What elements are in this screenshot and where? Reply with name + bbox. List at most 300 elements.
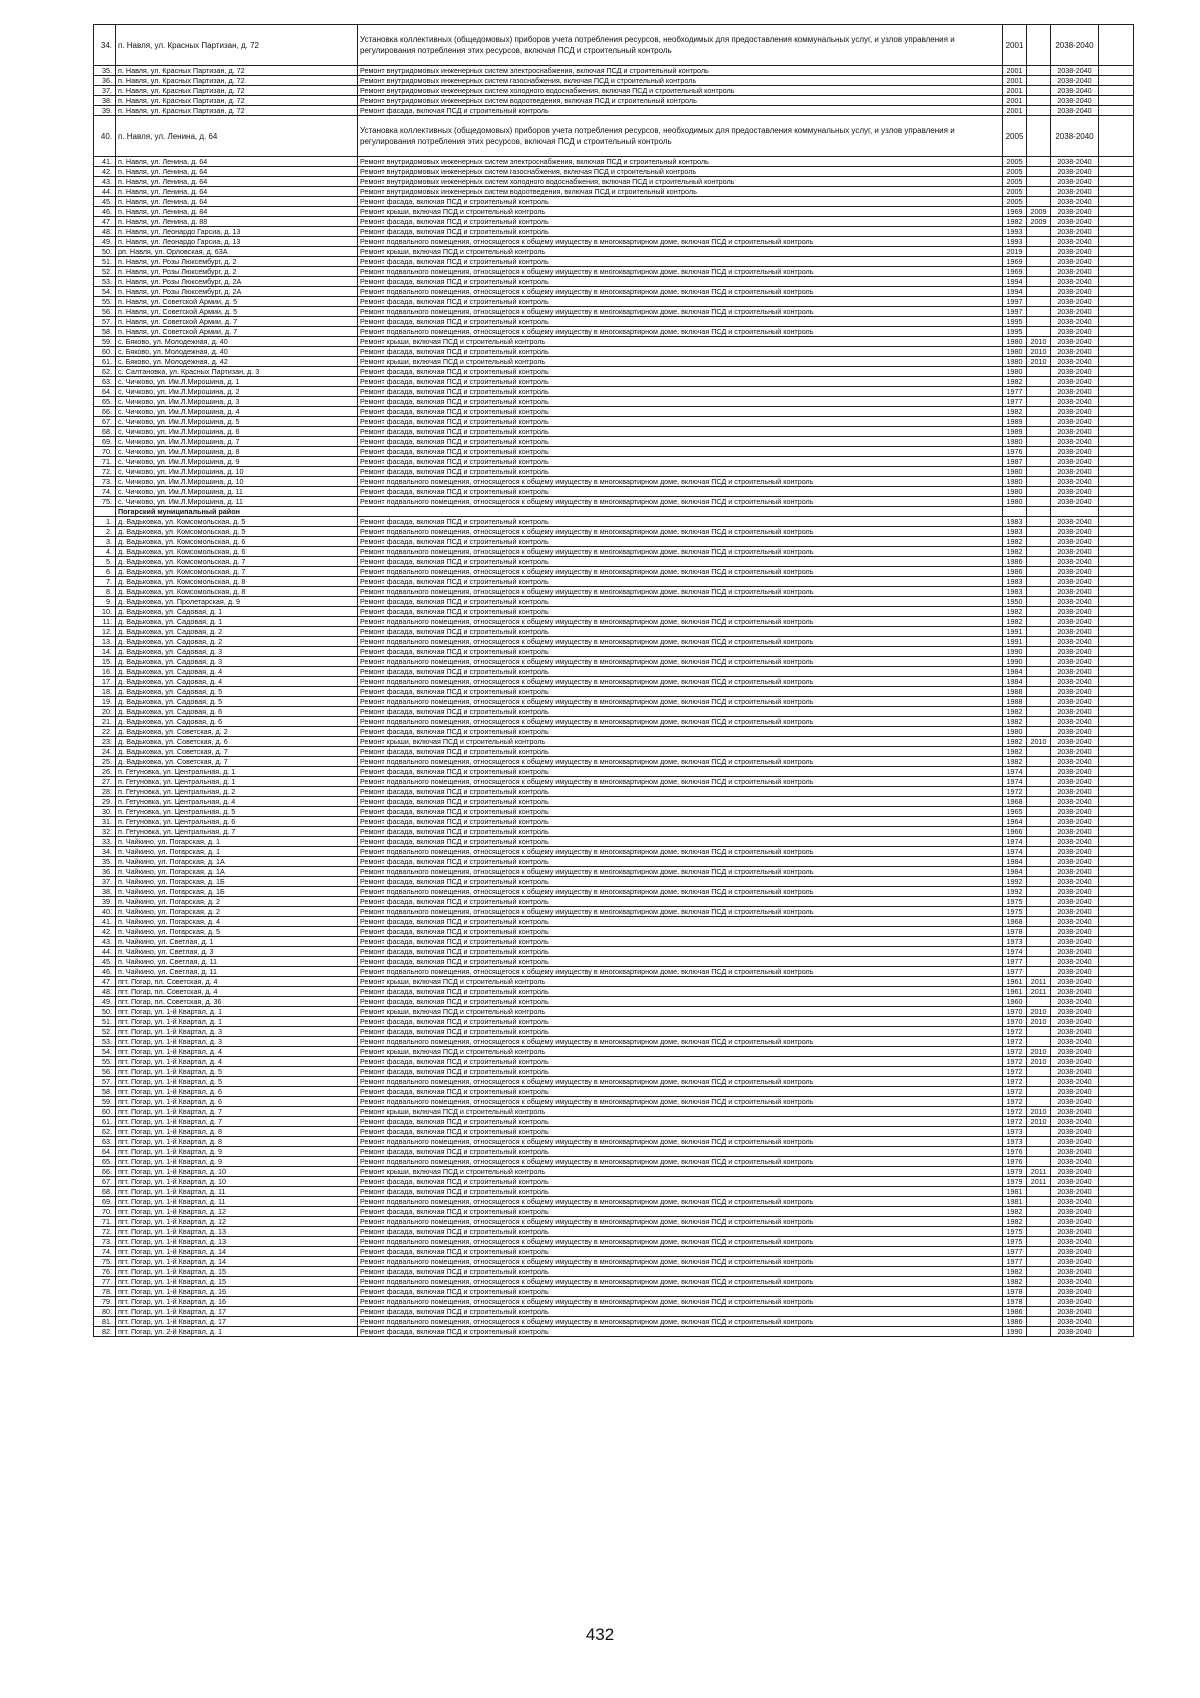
row-last-repair-year: 2010 (1027, 357, 1051, 367)
row-last-repair-year (1027, 25, 1051, 66)
row-address: пгт. Погар, ул. 1-й Квартал, д. 7 (116, 1107, 358, 1117)
row-build-year: 1982 (1003, 1207, 1027, 1217)
row-address: с. Чичково, ул. Им.Л.Мирошина, д. 10 (116, 467, 358, 477)
row-planned-period: 2038-2040 (1051, 557, 1099, 567)
row-number: 50. (94, 247, 116, 257)
row-address: д. Вадьковка, ул. Комсомольская, д. 7 (116, 557, 358, 567)
row-empty-cell (1099, 787, 1134, 797)
row-empty-cell (1099, 1217, 1134, 1227)
row-empty-cell (1099, 25, 1134, 66)
row-last-repair-year (1027, 1237, 1051, 1247)
row-address: п. Чайкино, ул. Погарская, д. 1Б (116, 887, 358, 897)
row-empty-cell (1099, 1107, 1134, 1117)
row-address: пгт. Погар, ул. 1-й Квартал, д. 5 (116, 1067, 358, 1077)
row-empty-cell (1099, 297, 1134, 307)
row-address: п. Навля, ул. Ленина, д. 64 (116, 116, 358, 157)
row-build-year: 1982 (1003, 617, 1027, 627)
row-build-year: 1972 (1003, 1107, 1027, 1117)
row-planned-period: 2038-2040 (1051, 967, 1099, 977)
row-last-repair-year (1027, 587, 1051, 597)
row-work-type: Ремонт фасада, включая ПСД и строительный контроль (358, 537, 1003, 547)
row-address: п. Навля, ул. Советской Армии, д. 7 (116, 317, 358, 327)
row-last-repair-year (1027, 517, 1051, 527)
row-empty-cell (1099, 487, 1134, 497)
row-work-type: Ремонт фасада, включая ПСД и строительный контроль (358, 387, 1003, 397)
row-planned-period: 2038-2040 (1051, 1157, 1099, 1167)
row-build-year: 1984 (1003, 677, 1027, 687)
row-address: д. Вадьковка, ул. Садовая, д. 2 (116, 627, 358, 637)
row-last-repair-year: 2011 (1027, 977, 1051, 987)
row-build-year: 1980 (1003, 477, 1027, 487)
row-address: п. Навля, ул. Розы Люксембург, д. 2 (116, 257, 358, 267)
row-address: п. Чайкино, ул. Погарская, д. 1 (116, 847, 358, 857)
row-planned-period: 2038-2040 (1051, 877, 1099, 887)
table-row (94, 207, 1134, 217)
row-address: д. Вадьковка, ул. Садовая, д. 5 (116, 697, 358, 707)
table-row (94, 1047, 1134, 1057)
row-work-type: Ремонт фасада, включая ПСД и строительный контроль (358, 1327, 1003, 1337)
table-row (94, 1247, 1134, 1257)
row-work-type: Ремонт подвального помещения, относящегося к общему имуществу в многоквартирном доме, включая ПСД и строительный контроль (358, 267, 1003, 277)
row-build-year: 1974 (1003, 777, 1027, 787)
table-row (94, 997, 1134, 1007)
row-address: п. Чайкино, ул. Светлая, д. 1 (116, 937, 358, 947)
row-planned-period: 2038-2040 (1051, 387, 1099, 397)
row-address: п. Навля, ул. Ленина, д. 64 (116, 197, 358, 207)
row-number: 25. (94, 757, 116, 767)
row-work-type: Ремонт фасада, включая ПСД и строительный контроль (358, 647, 1003, 657)
row-work-type: Ремонт крыши, включая ПСД и строительный контроль (358, 1167, 1003, 1177)
row-planned-period: 2038-2040 (1051, 917, 1099, 927)
row-empty-cell (1099, 717, 1134, 727)
row-work-type: Ремонт фасада, включая ПСД и строительный контроль (358, 1307, 1003, 1317)
row-build-year: 1995 (1003, 317, 1027, 327)
row-build-year: 1989 (1003, 417, 1027, 427)
row-number: 48. (94, 987, 116, 997)
row-build-year: 1974 (1003, 837, 1027, 847)
row-build-year: 1979 (1003, 1177, 1027, 1187)
row-build-year: 1965 (1003, 807, 1027, 817)
row-last-repair-year (1027, 1137, 1051, 1147)
row-number: 52. (94, 267, 116, 277)
row-work-type: Установка коллективных (общедомовых) приборов учета потребления ресурсов, необходимых для предоставления коммунальных услуг, и узлов управления и регулирования потребления этих ресурсов, включая ПСД и строительный контроль (358, 116, 1003, 157)
row-empty-cell (1099, 267, 1134, 277)
row-number: 73. (94, 477, 116, 487)
row-last-repair-year (1027, 1147, 1051, 1157)
row-work-type: Ремонт фасада, включая ПСД и строительный контроль (358, 577, 1003, 587)
row-last-repair-year (1027, 917, 1051, 927)
row-empty-cell (1099, 387, 1134, 397)
table-row (94, 867, 1134, 877)
row-planned-period: 2038-2040 (1051, 727, 1099, 737)
row-number: 36. (94, 76, 116, 86)
row-address: пгт. Погар, ул. 2-й Квартал, д. 1 (116, 1327, 358, 1337)
row-number: 63. (94, 377, 116, 387)
row-build-year: 1977 (1003, 957, 1027, 967)
table-row (94, 557, 1134, 567)
row-work-type: Ремонт фасада, включая ПСД и строительный контроль (358, 787, 1003, 797)
row-address: д. Вадьковка, ул. Садовая, д. 3 (116, 647, 358, 657)
row-build-year: 1989 (1003, 427, 1027, 437)
row-planned-period: 2038-2040 (1051, 217, 1099, 227)
row-build-year: 1980 (1003, 497, 1027, 507)
row-number: 64. (94, 1147, 116, 1157)
row-work-type: Ремонт крыши, включая ПСД и строительный контроль (358, 357, 1003, 367)
row-work-type: Ремонт фасада, включая ПСД и строительный контроль (358, 827, 1003, 837)
row-empty-cell (1099, 687, 1134, 697)
row-last-repair-year (1027, 1207, 1051, 1217)
row-last-repair-year (1027, 1327, 1051, 1337)
row-planned-period: 2038-2040 (1051, 337, 1099, 347)
row-build-year: 1972 (1003, 1027, 1027, 1037)
row-last-repair-year (1027, 227, 1051, 237)
row-address: пгт. Погар, ул. 1-й Квартал, д. 15 (116, 1277, 358, 1287)
row-empty-cell (1099, 1227, 1134, 1237)
row-last-repair-year (1027, 597, 1051, 607)
row-empty-cell (1099, 727, 1134, 737)
table-row (94, 697, 1134, 707)
row-empty-cell (1099, 607, 1134, 617)
repair-schedule-table (93, 24, 1134, 1337)
row-planned-period: 2038-2040 (1051, 287, 1099, 297)
row-address: пгт. Погар, ул. 1-й Квартал, д. 12 (116, 1217, 358, 1227)
row-last-repair-year (1027, 1127, 1051, 1137)
row-build-year: 1981 (1003, 1187, 1027, 1197)
row-last-repair-year (1027, 687, 1051, 697)
row-address: п. Чайкино, ул. Погарская, д. 1А (116, 857, 358, 867)
table-row (94, 1177, 1134, 1187)
row-last-repair-year (1027, 407, 1051, 417)
row-address: д. Вадьковка, ул. Советская, д. 2 (116, 727, 358, 737)
row-address: Погарский муниципальный район (116, 507, 358, 517)
row-address: пгт. Погар, пл. Советская, д. 4 (116, 987, 358, 997)
row-number: 69. (94, 1197, 116, 1207)
table-row (94, 367, 1134, 377)
row-address: д. Вадьковка, ул. Советская, д. 7 (116, 757, 358, 767)
row-planned-period: 2038-2040 (1051, 297, 1099, 307)
row-planned-period: 2038-2040 (1051, 25, 1099, 66)
row-last-repair-year (1027, 1067, 1051, 1077)
row-work-type: Ремонт подвального помещения, относящегося к общему имуществу в многоквартирном доме, включая ПСД и строительный контроль (358, 287, 1003, 297)
row-planned-period: 2038-2040 (1051, 307, 1099, 317)
table-row (94, 977, 1134, 987)
row-build-year: 1979 (1003, 1167, 1027, 1177)
row-empty-cell (1099, 937, 1134, 947)
row-work-type: Ремонт подвального помещения, относящегося к общему имуществу в многоквартирном доме, включая ПСД и строительный контроль (358, 1137, 1003, 1147)
row-work-type: Ремонт фасада, включая ПСД и строительный контроль (358, 1247, 1003, 1257)
table-row (94, 577, 1134, 587)
row-planned-period: 2038-2040 (1051, 477, 1099, 487)
row-last-repair-year (1027, 247, 1051, 257)
row-number: 51. (94, 257, 116, 267)
row-planned-period: 2038-2040 (1051, 847, 1099, 857)
row-build-year: 2005 (1003, 187, 1027, 197)
table-row (94, 317, 1134, 327)
row-number: 72. (94, 1227, 116, 1237)
row-empty-cell (1099, 317, 1134, 327)
row-empty-cell (1099, 1017, 1134, 1027)
row-work-type: Ремонт внутридомовых инженерных систем электроснабжения, включая ПСД и строительный контроль (358, 66, 1003, 76)
row-last-repair-year (1027, 1087, 1051, 1097)
row-number: 27. (94, 777, 116, 787)
table-row (94, 227, 1134, 237)
row-build-year: 1975 (1003, 1227, 1027, 1237)
row-work-type: Ремонт подвального помещения, относящегося к общему имуществу в многоквартирном доме, включая ПСД и строительный контроль (358, 1037, 1003, 1047)
row-work-type: Ремонт внутридомовых инженерных систем водоотведения, включая ПСД и строительный контроль (358, 187, 1003, 197)
row-work-type: Ремонт фасада, включая ПСД и строительный контроль (358, 1017, 1003, 1027)
row-build-year: 1982 (1003, 707, 1027, 717)
row-empty-cell (1099, 247, 1134, 257)
row-last-repair-year (1027, 567, 1051, 577)
row-number: 30. (94, 807, 116, 817)
row-address: п. Навля, ул. Красных Партизан, д. 72 (116, 106, 358, 116)
row-planned-period: 2038-2040 (1051, 447, 1099, 457)
row-build-year: 1972 (1003, 1077, 1027, 1087)
row-address: рп. Навля, ул. Орловская, д. 63А (116, 247, 358, 257)
row-number: 79. (94, 1297, 116, 1307)
row-empty-cell (1099, 357, 1134, 367)
row-work-type: Ремонт подвального помещения, относящегося к общему имуществу в многоквартирном доме, включая ПСД и строительный контроль (358, 907, 1003, 917)
row-work-type: Ремонт фасада, включая ПСД и строительный контроль (358, 707, 1003, 717)
row-build-year: 1972 (1003, 1097, 1027, 1107)
table-row (94, 627, 1134, 637)
row-work-type: Ремонт крыши, включая ПСД и строительный контроль (358, 1047, 1003, 1057)
row-address: пгт. Погар, ул. 1-й Квартал, д. 5 (116, 1077, 358, 1087)
row-address: п. Навля, ул. Ленина, д. 64 (116, 177, 358, 187)
row-planned-period: 2038-2040 (1051, 1277, 1099, 1287)
row-address: с. Чичково, ул. Им.Л.Мирошина, д. 8 (116, 447, 358, 457)
row-build-year: 1968 (1003, 917, 1027, 927)
row-build-year: 1969 (1003, 207, 1027, 217)
row-planned-period: 2038-2040 (1051, 1207, 1099, 1217)
table-row (94, 467, 1134, 477)
row-last-repair-year: 2010 (1027, 737, 1051, 747)
row-planned-period: 2038-2040 (1051, 857, 1099, 867)
row-work-type: Ремонт внутридомовых инженерных систем холодного водоснабжения, включая ПСД и строительный контроль (358, 177, 1003, 187)
row-number: 71. (94, 1217, 116, 1227)
row-empty-cell (1099, 1287, 1134, 1297)
row-work-type: Ремонт подвального помещения, относящегося к общему имуществу в многоквартирном доме, включая ПСД и строительный контроль (358, 717, 1003, 727)
row-number: 56. (94, 307, 116, 317)
row-build-year: 1988 (1003, 697, 1027, 707)
table-row (94, 1037, 1134, 1047)
row-address: с. Чичково, ул. Им.Л.Мирошина, д. 10 (116, 477, 358, 487)
row-last-repair-year (1027, 387, 1051, 397)
row-build-year: 1984 (1003, 857, 1027, 867)
row-last-repair-year (1027, 867, 1051, 877)
row-last-repair-year (1027, 787, 1051, 797)
row-build-year: 2005 (1003, 116, 1027, 157)
row-build-year: 1977 (1003, 387, 1027, 397)
row-address: пгт. Погар, ул. 1-й Квартал, д. 10 (116, 1177, 358, 1187)
row-last-repair-year (1027, 177, 1051, 187)
row-work-type: Ремонт фасада, включая ПСД и строительный контроль (358, 106, 1003, 116)
row-work-type: Ремонт крыши, включая ПСД и строительный контроль (358, 737, 1003, 747)
section-header-row (94, 507, 1134, 517)
row-build-year: 1974 (1003, 847, 1027, 857)
row-last-repair-year (1027, 537, 1051, 547)
row-build-year: 1978 (1003, 927, 1027, 937)
table-row (94, 1017, 1134, 1027)
table-row (94, 66, 1134, 76)
row-planned-period: 2038-2040 (1051, 427, 1099, 437)
row-address: п. Чайкино, ул. Погарская, д. 2 (116, 907, 358, 917)
row-work-type: Ремонт фасада, включая ПСД и строительный контроль (358, 427, 1003, 437)
row-address: с. Чичково, ул. Им.Л.Мирошина, д. 6 (116, 427, 358, 437)
row-work-type: Ремонт подвального помещения, относящегося к общему имуществу в многоквартирном доме, включая ПСД и строительный контроль (358, 497, 1003, 507)
row-build-year: 1976 (1003, 1147, 1027, 1157)
row-work-type: Ремонт фасада, включая ПСД и строительный контроль (358, 407, 1003, 417)
row-empty-cell (1099, 327, 1134, 337)
row-planned-period: 2038-2040 (1051, 577, 1099, 587)
row-planned-period: 2038-2040 (1051, 767, 1099, 777)
row-work-type: Ремонт фасада, включая ПСД и строительный контроль (358, 277, 1003, 287)
row-number: 10. (94, 607, 116, 617)
row-number: 48. (94, 227, 116, 237)
row-number: 40. (94, 116, 116, 157)
table-row (94, 297, 1134, 307)
row-last-repair-year (1027, 887, 1051, 897)
row-build-year: 1982 (1003, 737, 1027, 747)
row-planned-period: 2038-2040 (1051, 237, 1099, 247)
table-row (94, 877, 1134, 887)
table-row (94, 987, 1134, 997)
row-work-type: Ремонт фасада, включая ПСД и строительный контроль (358, 227, 1003, 237)
row-build-year: 1980 (1003, 337, 1027, 347)
row-address: с. Бяково, ул. Молодежная, д. 40 (116, 337, 358, 347)
table-row (94, 1317, 1134, 1327)
row-build-year: 1986 (1003, 557, 1027, 567)
table-row (94, 747, 1134, 757)
row-empty-cell (1099, 1317, 1134, 1327)
row-number: 37. (94, 877, 116, 887)
row-empty-cell (1099, 517, 1134, 527)
row-empty-cell (1099, 657, 1134, 667)
row-number: 57. (94, 1077, 116, 1087)
row-address: п. Чайкино, ул. Погарская, д. 2 (116, 897, 358, 907)
row-number: 45. (94, 957, 116, 967)
row-number: 22. (94, 727, 116, 737)
row-empty-cell (1099, 1327, 1134, 1337)
row-empty-cell (1099, 177, 1134, 187)
table-row (94, 1267, 1134, 1277)
table-row (94, 1227, 1134, 1237)
row-planned-period: 2038-2040 (1051, 457, 1099, 467)
row-number: 40. (94, 907, 116, 917)
table-row (94, 477, 1134, 487)
table-row (94, 267, 1134, 277)
row-planned-period: 2038-2040 (1051, 106, 1099, 116)
table-row (94, 177, 1134, 187)
row-planned-period: 2038-2040 (1051, 887, 1099, 897)
row-address: пгт. Погар, пл. Советская, д. 36 (116, 997, 358, 1007)
row-address: п. Навля, ул. Красных Партизан, д. 72 (116, 76, 358, 86)
row-empty-cell (1099, 637, 1134, 647)
row-address: п. Навля, ул. Леонардо Гарсиа, д. 13 (116, 227, 358, 237)
row-number: 2. (94, 527, 116, 537)
row-address: пгт. Погар, ул. 1-й Квартал, д. 8 (116, 1127, 358, 1137)
table-row (94, 1297, 1134, 1307)
row-planned-period: 2038-2040 (1051, 667, 1099, 677)
row-work-type: Ремонт фасада, включая ПСД и строительный контроль (358, 857, 1003, 867)
row-build-year: 1974 (1003, 767, 1027, 777)
row-number: 11. (94, 617, 116, 627)
row-last-repair-year (1027, 847, 1051, 857)
row-empty-cell (1099, 837, 1134, 847)
row-planned-period: 2038-2040 (1051, 997, 1099, 1007)
row-last-repair-year (1027, 1277, 1051, 1287)
row-planned-period: 2038-2040 (1051, 1257, 1099, 1267)
row-address: пгт. Погар, ул. 1-й Квартал, д. 3 (116, 1037, 358, 1047)
row-last-repair-year (1027, 447, 1051, 457)
row-planned-period: 2038-2040 (1051, 627, 1099, 637)
row-work-type: Ремонт фасада, включая ПСД и строительный контроль (358, 467, 1003, 477)
table-row (94, 1207, 1134, 1217)
row-number: 58. (94, 327, 116, 337)
row-build-year: 1968 (1003, 797, 1027, 807)
row-number: 44. (94, 947, 116, 957)
row-planned-period: 2038-2040 (1051, 567, 1099, 577)
row-address: пгт. Погар, ул. 1-й Квартал, д. 14 (116, 1247, 358, 1257)
row-last-repair-year (1027, 967, 1051, 977)
row-build-year (1003, 507, 1027, 517)
row-build-year: 1986 (1003, 1317, 1027, 1327)
row-build-year: 1981 (1003, 1197, 1027, 1207)
row-number: 65. (94, 1157, 116, 1167)
row-number: 38. (94, 887, 116, 897)
row-build-year: 1992 (1003, 877, 1027, 887)
row-planned-period: 2038-2040 (1051, 377, 1099, 387)
table-row (94, 797, 1134, 807)
row-build-year: 1990 (1003, 647, 1027, 657)
row-last-repair-year (1027, 697, 1051, 707)
table-row (94, 407, 1134, 417)
row-number: 77. (94, 1277, 116, 1287)
row-last-repair-year (1027, 1217, 1051, 1227)
row-planned-period: 2038-2040 (1051, 987, 1099, 997)
row-planned-period: 2038-2040 (1051, 487, 1099, 497)
row-empty-cell (1099, 1277, 1134, 1287)
row-work-type: Ремонт подвального помещения, относящегося к общему имуществу в многоквартирном доме, включая ПСД и строительный контроль (358, 527, 1003, 537)
row-build-year: 1982 (1003, 1267, 1027, 1277)
row-work-type: Ремонт фасада, включая ПСД и строительный контроль (358, 807, 1003, 817)
row-number: 52. (94, 1027, 116, 1037)
row-build-year: 1972 (1003, 1117, 1027, 1127)
table-row (94, 1157, 1134, 1167)
row-work-type: Ремонт подвального помещения, относящегося к общему имуществу в многоквартирном доме, включая ПСД и строительный контроль (358, 237, 1003, 247)
row-empty-cell (1099, 1127, 1134, 1137)
row-last-repair-year (1027, 807, 1051, 817)
row-address: п. Гетуновка, ул. Центральная, д. 7 (116, 827, 358, 837)
row-work-type: Ремонт фасада, включая ПСД и строительный контроль (358, 1227, 1003, 1237)
row-build-year: 1980 (1003, 727, 1027, 737)
row-work-type: Ремонт фасада, включая ПСД и строительный контроль (358, 1287, 1003, 1297)
row-build-year: 1993 (1003, 227, 1027, 237)
row-address: пгт. Погар, ул. 1-й Квартал, д. 11 (116, 1197, 358, 1207)
row-number: 18. (94, 687, 116, 697)
row-empty-cell (1099, 897, 1134, 907)
table-row (94, 517, 1134, 527)
row-build-year: 1977 (1003, 1257, 1027, 1267)
row-last-repair-year (1027, 397, 1051, 407)
row-empty-cell (1099, 1297, 1134, 1307)
row-empty-cell (1099, 567, 1134, 577)
row-work-type: Ремонт фасада, включая ПСД и строительный контроль (358, 367, 1003, 377)
row-build-year: 1969 (1003, 267, 1027, 277)
table-row (94, 25, 1134, 66)
row-last-repair-year (1027, 1247, 1051, 1257)
row-build-year: 1983 (1003, 517, 1027, 527)
